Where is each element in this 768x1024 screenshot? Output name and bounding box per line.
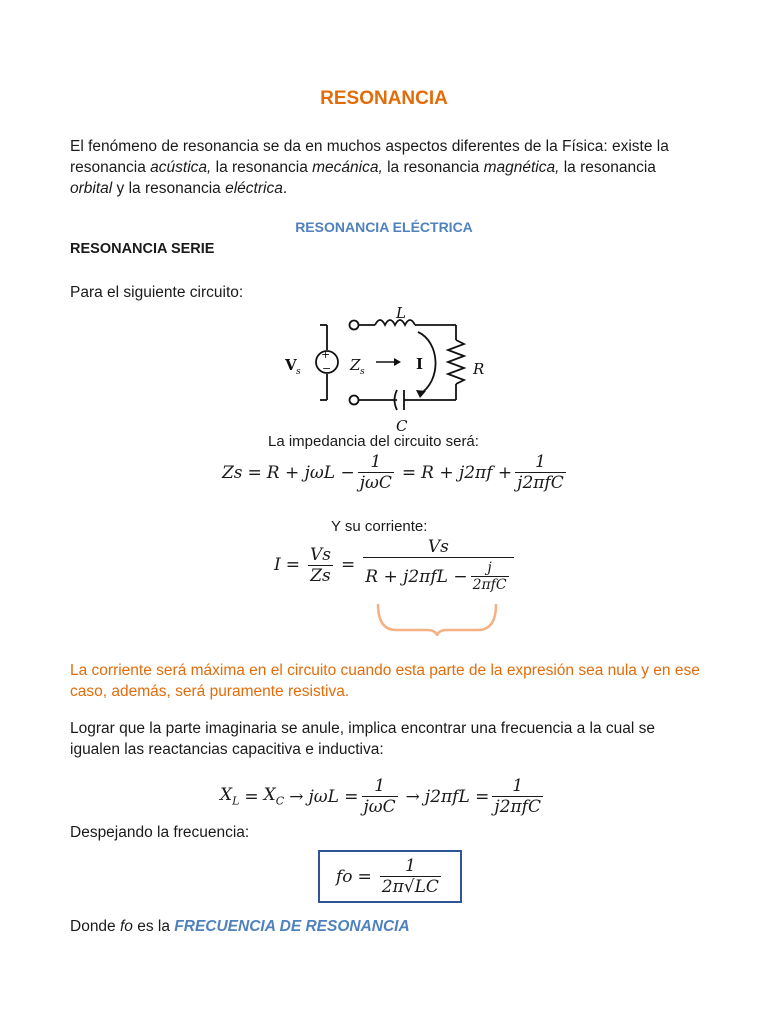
circuit-intro: Para el siguiente circuito: [70, 284, 244, 301]
eq-term: R + jωL − [266, 462, 355, 483]
rlc-circuit-diagram [280, 302, 500, 434]
impedance-equation: Zs = R + jωL − $\frac{1}{\text{jωC}}$ = R + j2πf + $\frac{1}{\text{j2πfC}}$ [222, 452, 564, 493]
current-arrowhead [416, 390, 426, 398]
subsection-title: RESONANCIA SERIE [70, 241, 215, 257]
resistor-symbol [448, 340, 464, 384]
minus-sign: − [322, 362, 332, 375]
fraction: $\frac{1}{\text{j2πfC}}$ [517, 452, 564, 493]
xl-symbol: $X_L$ [220, 785, 240, 808]
xc-symbol: $X_C$ [263, 785, 285, 808]
label-Vs-sub: s [296, 367, 301, 377]
paragraph-reactance: Lograr que la parte imaginaria se anule, implica encontrar una frecuencia a la cual se igualen las reactancias capacitiva e inductiva: [70, 720, 656, 758]
zs-arrowhead [394, 358, 401, 366]
plus-sign: + [321, 348, 331, 361]
label-Zs-sub: s [360, 367, 365, 377]
conclusion-line: Donde fo es la FRECUENCIA DE RESONANCIA [70, 918, 410, 935]
fraction: $\frac{1}{\text{j2πfC}}$ [494, 776, 541, 817]
orange-note: La corriente será máxima en el circuito cuando esta parte de la expresión sea nula y en ese caso, además, será puramente resistiva. [70, 662, 700, 700]
resonance-frequency-term: FRECUENCIA DE RESONANCIA [174, 918, 410, 935]
eq-term: jωL = [308, 786, 359, 807]
curly-brace [374, 602, 500, 636]
inductor-symbol [375, 320, 415, 325]
eq-lhs: fo [336, 866, 353, 887]
resonance-formula-box: fo = $\frac{1}{2\pi√LC}$ [318, 850, 462, 903]
current-equation: I = $\frac{Vs}{Zs}$ = Vs R + j2πfL − $\frac{j}{\text{2πfC}}$ [274, 537, 517, 593]
fraction: $\frac{1}{2\pi√LC}$ [381, 856, 439, 897]
intro-paragraph: El fenómeno de resonancia se da en muchos aspectos diferentes de la Física: existe la resonancia acústica, la resonancia mecánica, la resonancia magnética, la resonancia orbital y la resonancia eléctrica. [70, 138, 669, 197]
label-Vs: V [285, 356, 297, 374]
label-L: L [396, 304, 406, 322]
terminal-bottom [350, 396, 359, 405]
fraction: Vs R + j2πfL − $\frac{j}{\text{2πfC}}$ [363, 537, 513, 593]
label-R: R [473, 360, 485, 378]
impedance-caption: La impedancia del circuito será: [268, 433, 479, 450]
label-C: C [396, 417, 408, 434]
section-title: RESONANCIA ELÉCTRICA [295, 219, 473, 235]
label-Zs: Z [350, 356, 361, 374]
eq-lhs: Zs [222, 462, 243, 483]
label-I: I [416, 355, 424, 373]
eq-term: R + j2πf + [421, 462, 513, 483]
fraction: $\frac{1}{\text{jωC}}$ [363, 776, 396, 817]
reactance-equation: $X_L$ = $X_C$ → jωL = $\frac{1}{\text{jωC}}$ → j2πfL = $\frac{1}{\text{j2πfC}}$ [220, 776, 541, 817]
despejando-text: Despejando la frecuencia: [70, 824, 250, 841]
fraction: $\frac{Vs}{Zs}$ [309, 544, 331, 586]
terminal-top [350, 321, 359, 330]
current-caption: Y su corriente: [331, 518, 428, 535]
eq-term: j2πfL = [424, 786, 490, 807]
page-title: RESONANCIA [320, 88, 448, 109]
fraction: $\frac{1}{\text{jωC}}$ [359, 452, 392, 493]
eq-lhs: I [274, 555, 281, 575]
